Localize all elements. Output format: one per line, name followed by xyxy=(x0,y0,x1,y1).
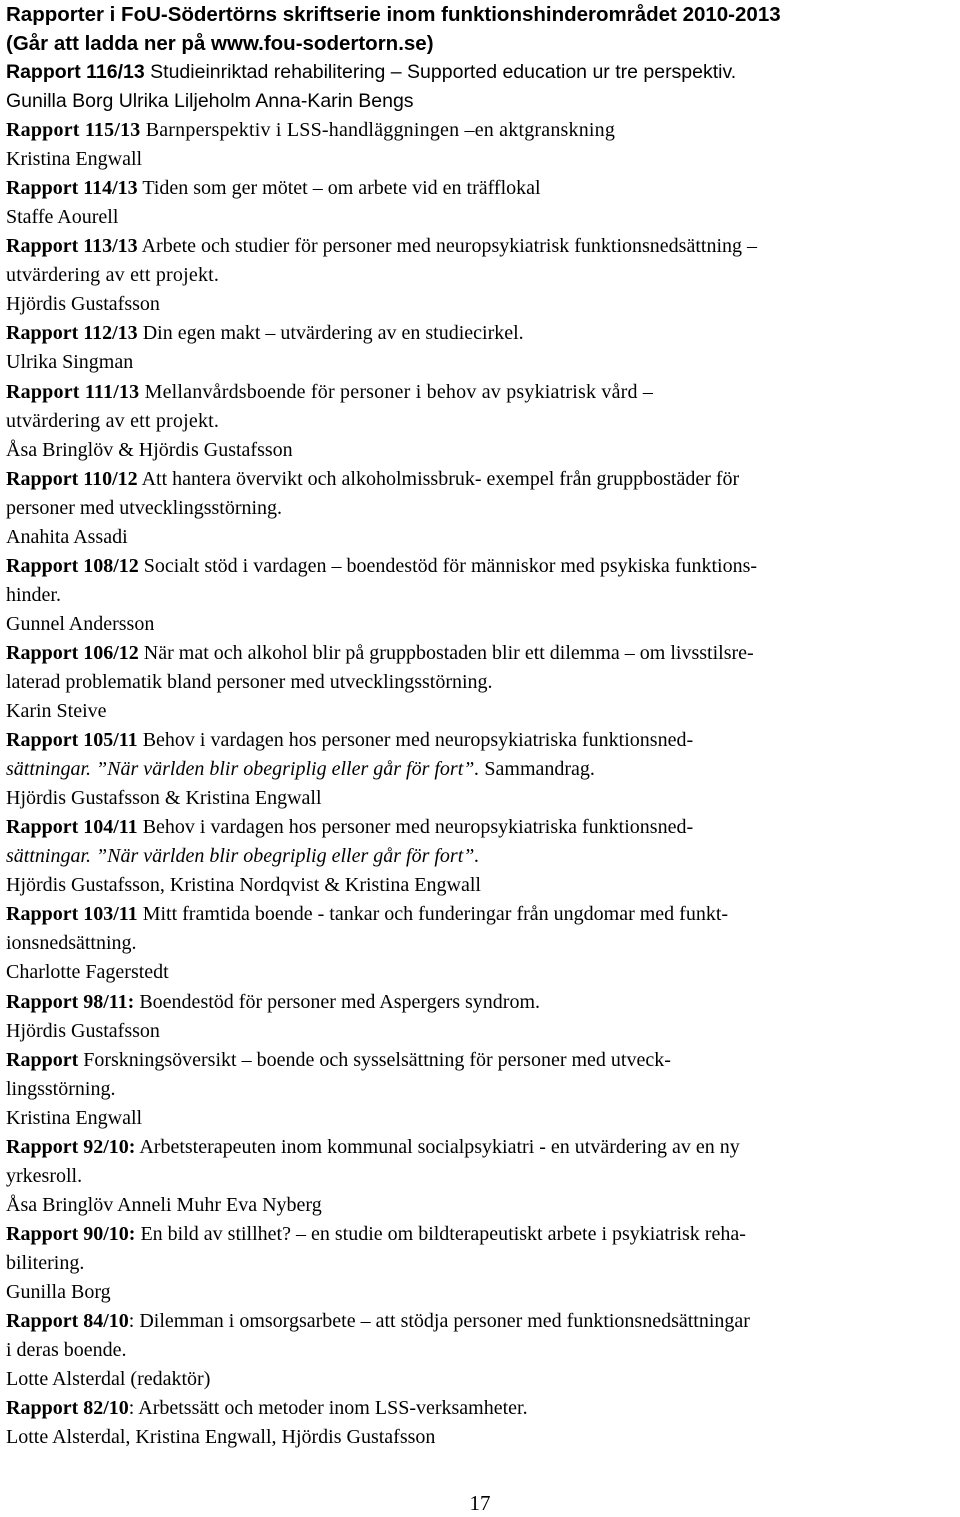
report-entry xyxy=(6,552,956,639)
report-title-line xyxy=(6,174,956,203)
report-authors: Hjördis Gustafsson xyxy=(6,293,160,316)
report-title-line xyxy=(6,726,956,755)
report-title: Behov i vardagen hos personer med neuropsykiatriska funktionsned- xyxy=(142,816,694,839)
report-title: Tiden som ger mötet – om arbete vid en träfflokal xyxy=(142,177,541,200)
report-title: Mitt framtida boende - tankar och funderingar från ungdomar med funkt- xyxy=(142,903,729,926)
report-title: : Dilemman i omsorgsarbete – att stödja personer med funktionsnedsättningar xyxy=(128,1310,750,1333)
report-authors: Gunnel Andersson xyxy=(6,612,155,635)
report-entry xyxy=(6,1394,956,1452)
report-title-line xyxy=(6,116,956,145)
report-authors: Hjördis Gustafsson xyxy=(6,1019,160,1042)
report-authors: Anahita Assadi xyxy=(6,525,128,548)
report-title: Socialt stöd i vardagen – boendestöd för människor med psykiska funktions- xyxy=(143,554,758,577)
report-entry xyxy=(6,319,956,377)
document-page xyxy=(6,0,956,1452)
report-authors: Kristina Engwall xyxy=(6,148,143,171)
report-title-line xyxy=(6,1046,956,1075)
report-title: När mat och alkohol blir på gruppbostaden blir ett dilemma – om livsstilsre- xyxy=(143,641,754,664)
report-italic-title: sättningar. ”När världen blir obegriplig eller går för fort”. xyxy=(6,758,480,781)
report-title-continuation: ionsnedsättning. xyxy=(6,932,137,955)
report-label: Rapport 84/10 xyxy=(6,1310,129,1333)
report-title-continuation: bilitering. xyxy=(6,1251,85,1274)
report-authors: Hjördis Gustafsson & Kristina Engwall xyxy=(6,787,322,810)
report-title-line xyxy=(6,1220,956,1249)
report-label: Rapport 116/13 xyxy=(6,61,145,83)
report-title-continuation: hinder. xyxy=(6,583,61,606)
report-entry xyxy=(6,726,956,813)
report-title-continuation: yrkesroll. xyxy=(6,1164,83,1187)
report-title: Din egen makt – utvärdering av en studiecirkel. xyxy=(142,322,524,345)
document-header xyxy=(6,0,956,58)
report-entry xyxy=(6,58,956,116)
report-authors: Charlotte Fagerstedt xyxy=(6,961,169,984)
report-entry xyxy=(6,465,956,552)
report-title: Boendestöd för personer med Aspergers syndrom. xyxy=(139,990,541,1013)
report-entry xyxy=(6,1046,956,1133)
report-authors: Karin Steive xyxy=(6,700,107,723)
report-label: Rapport 110/12 xyxy=(6,467,138,490)
report-title: Att hantera övervikt och alkoholmissbruk- exempel från gruppbostäder för xyxy=(141,467,740,490)
report-authors: Lotte Alsterdal, Kristina Engwall, Hjördis Gustafsson xyxy=(6,1426,436,1449)
report-title-line xyxy=(6,465,956,494)
report-title-line xyxy=(6,552,956,581)
report-label: Rapport 108/12 xyxy=(6,554,139,577)
report-authors: Åsa Bringlöv Anneli Muhr Eva Nyberg xyxy=(6,1193,322,1216)
report-entry xyxy=(6,1220,956,1307)
report-title-continuation xyxy=(6,842,956,871)
report-title-line xyxy=(6,1133,956,1162)
report-label: Rapport 112/13 xyxy=(6,322,138,345)
report-title-continuation: utvärdering av ett projekt. xyxy=(6,409,220,432)
report-title-continuation: personer med utvecklingsstörning. xyxy=(6,496,283,519)
report-authors: Ulrika Singman xyxy=(6,351,134,374)
report-entry xyxy=(6,378,956,465)
header-download-note: (Går att ladda ner på www.fou-sodertorn.se) xyxy=(6,32,434,55)
report-title-line xyxy=(6,1307,956,1336)
report-entry xyxy=(6,1133,956,1220)
report-title-line xyxy=(6,232,956,261)
report-title-continuation: laterad problematik bland personer med utvecklingsstörning. xyxy=(6,670,493,693)
report-label: Rapport xyxy=(6,1048,79,1071)
report-title-line xyxy=(6,813,956,842)
report-italic-title: sättningar. ”När världen blir obegriplig eller går för fort”. xyxy=(6,845,480,868)
report-title-continuation: lingsstörning. xyxy=(6,1077,116,1100)
report-label: Rapport 98/11: xyxy=(6,990,135,1013)
report-label: Rapport 104/11 xyxy=(6,816,138,839)
report-authors: Hjördis Gustafsson, Kristina Nordqvist & Kristina Engwall xyxy=(6,874,481,897)
report-label: Rapport 106/12 xyxy=(6,641,139,664)
report-title-line xyxy=(6,988,956,1017)
report-title-line xyxy=(6,58,956,87)
report-title-line xyxy=(6,900,956,929)
report-authors: Lotte Alsterdal (redaktör) xyxy=(6,1368,211,1391)
page-number: 17 xyxy=(469,1491,491,1515)
report-label: Rapport 82/10 xyxy=(6,1397,129,1420)
report-label: Rapport 111/13 xyxy=(6,380,140,403)
report-label: Rapport 105/11 xyxy=(6,729,138,752)
report-entry xyxy=(6,900,956,987)
report-title: Barnperspektiv i LSS-handläggningen –en aktgranskning xyxy=(145,119,616,142)
report-title-line xyxy=(6,378,956,407)
report-title: Arbetsterapeuten inom kommunal socialpsykiatri - en utvärdering av en ny xyxy=(139,1135,740,1158)
report-entry xyxy=(6,639,956,726)
report-title-continuation xyxy=(6,755,956,784)
report-title-line xyxy=(6,639,956,668)
report-authors: Åsa Bringlöv & Hjördis Gustafsson xyxy=(6,438,293,461)
report-label: Rapport 113/13 xyxy=(6,235,138,258)
report-title: Behov i vardagen hos personer med neuropsykiatriska funktionsned- xyxy=(142,729,694,752)
report-entry xyxy=(6,988,956,1046)
report-title: : Arbetssätt och metoder inom LSS-verksamheter. xyxy=(128,1397,528,1420)
report-title: Arbete och studier för personer med neuropsykiatrisk funktionsnedsättning – xyxy=(141,235,758,258)
report-label: Rapport 115/13 xyxy=(6,119,141,142)
report-entry xyxy=(6,116,956,174)
report-title-continuation: i deras boende. xyxy=(6,1339,127,1362)
report-title-line xyxy=(6,1394,956,1423)
report-title: Studieinriktad rehabilitering – Supported education ur tre perspektiv. xyxy=(150,61,737,83)
report-entry xyxy=(6,232,956,319)
report-title-line xyxy=(6,319,956,348)
report-authors: Kristina Engwall xyxy=(6,1106,143,1129)
header-title: Rapporter i FoU-Södertörns skriftserie inom funktionshinderområdet 2010-2013 xyxy=(6,3,781,26)
report-label: Rapport 92/10: xyxy=(6,1135,136,1158)
report-title: Forskningsöversikt – boende och sysselsättning för personer med utveck- xyxy=(83,1048,671,1071)
report-authors: Gunilla Borg Ulrika Liljeholm Anna-Karin Bengs xyxy=(6,90,414,113)
report-title: Mellanvårdsboende för personer i behov av psykiatrisk vård – xyxy=(144,380,654,403)
report-label: Rapport 114/13 xyxy=(6,177,138,200)
report-title-continuation: utvärdering av ett projekt. xyxy=(6,264,220,287)
report-label: Rapport 103/11 xyxy=(6,903,138,926)
report-authors: Gunilla Borg xyxy=(6,1280,111,1303)
report-entry xyxy=(6,1307,956,1394)
report-authors: Staffe Aourell xyxy=(6,206,119,229)
report-entry xyxy=(6,813,956,900)
report-label: Rapport 90/10: xyxy=(6,1222,136,1245)
report-title-suffix: Sammandrag. xyxy=(479,758,595,781)
report-entry xyxy=(6,174,956,232)
report-title: En bild av stillhet? – en studie om bildterapeutiskt arbete i psykiatrisk reha- xyxy=(140,1222,746,1245)
